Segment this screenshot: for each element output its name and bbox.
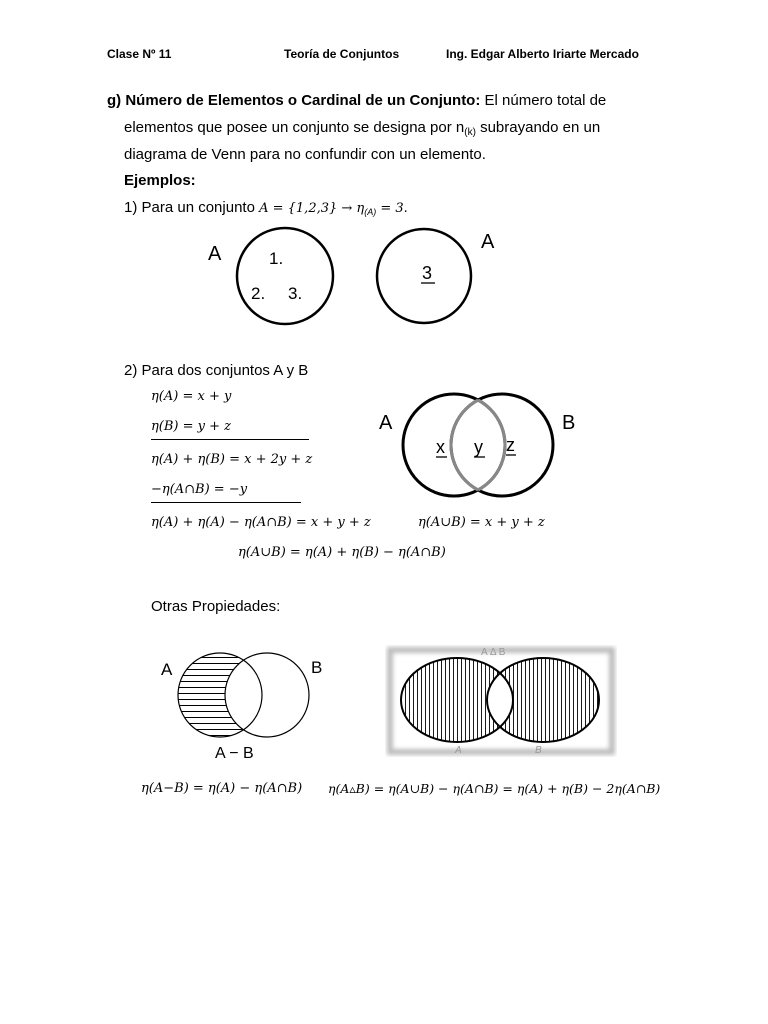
sym-label-b: B (535, 745, 542, 756)
intro-text-1: El número total de (480, 92, 607, 109)
venn-label-b: B (562, 412, 576, 434)
venn-region-x: x (436, 437, 445, 457)
header-topic: Teoría de Conjuntos (284, 47, 400, 61)
set-a-label-left: A (208, 243, 222, 265)
difference-label-b: B (311, 658, 323, 677)
eq-union-formula: η(A∪B) = η(A) + η(B) − η(A∩B) (238, 545, 446, 560)
eq-card-a: η(A) = x + y (151, 389, 232, 404)
eq-sum: η(A) + η(B) = x + 2y + z (151, 452, 313, 467)
eq-result: η(A) + η(A) − η(A∩B) = x + y + z (151, 515, 371, 530)
other-properties-title: Otras Propiedades: (151, 598, 281, 615)
symmetric-difference-diagram (385, 645, 617, 757)
example-1-line: 1) Para un conjunto $A = \{1,2,3\} \to \eta_{(A)} = 3$. (124, 199, 408, 217)
header-author: Ing. Edgar Alberto Iriarte Mercado (446, 47, 639, 61)
examples-heading: Ejemplos: (124, 172, 196, 189)
difference-caption: A − B (215, 745, 254, 762)
example-2-title: 2) Para dos conjuntos A y B (124, 362, 309, 379)
element-1: 1. (269, 249, 284, 268)
formula-symmetric-difference: η(A▵B) = η(A∪B) − η(A∩B) = η(A) + η(B) − 2η(A∩B) (328, 781, 661, 796)
element-3: 3. (288, 284, 303, 303)
set-a-circle-left (237, 228, 333, 324)
sum-rule-line-2 (151, 502, 301, 503)
header-class-number: Clase Nº 11 (107, 47, 172, 61)
eq-union: η(A∪B) = x + y + z (418, 515, 545, 530)
section-title: g) Número de Elementos o Cardinal de un Conjunto: (107, 92, 481, 109)
eq-minus-intersection: −η(A∩B) = −y (151, 482, 248, 497)
intro-line-1 (107, 87, 606, 114)
sym-title: A Δ B (481, 647, 506, 658)
set-a-label-right: A (481, 231, 495, 253)
formula-difference: η(A−B) = η(A) − η(A∩B) (141, 781, 303, 796)
intro-line-2: elementos que posee un conjunto se designa por $n_{(k)}$ subrayando en un (124, 119, 601, 138)
eq-card-b: η(B) = y + z (151, 419, 231, 434)
venn-region-y: y (474, 437, 483, 457)
difference-label-a: A (161, 660, 173, 679)
intro-line-3: diagrama de Venn para no confundir con un elemento. (124, 146, 486, 163)
sum-rule-line-1 (151, 439, 309, 440)
cardinal-value: 3 (422, 263, 433, 283)
venn-two-sets (370, 388, 590, 503)
example-1-diagrams (195, 220, 515, 335)
element-2: 2. (251, 284, 266, 303)
difference-diagram (155, 645, 335, 765)
venn-label-a: A (379, 412, 393, 434)
venn-region-z: z (506, 435, 515, 455)
sym-label-a: A (455, 745, 462, 756)
